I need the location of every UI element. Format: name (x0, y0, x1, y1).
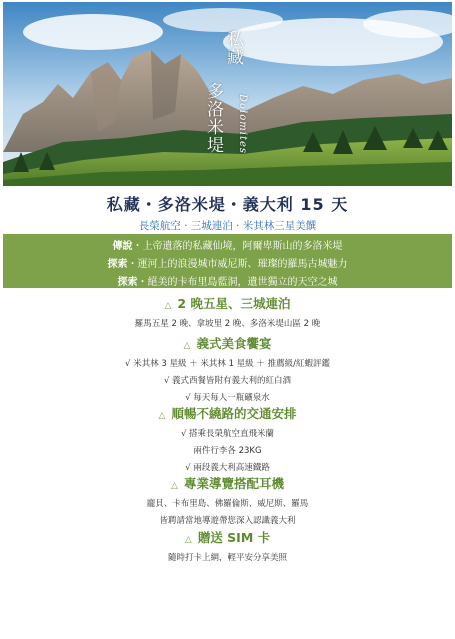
section-heading-text: 專業導覽搭配耳機 (183, 476, 284, 491)
band-text: 絕美的卡布里島藍洞，遺世獨立的天空之城 (147, 277, 338, 288)
section-line: √ 搭乘長榮航空直飛米蘭 (180, 429, 275, 439)
triangle-outline-icon: △ (183, 341, 191, 351)
section-sim-card (0, 528, 455, 563)
section-heading-text: 贈送 SIM 卡 (197, 530, 271, 545)
band-label: 探索 (107, 259, 128, 270)
hero-vertical-title (201, 30, 261, 170)
band-text: 運河上的浪漫城市威尼斯、璀璨的羅馬古城魅力 (137, 259, 348, 270)
page-title: 私藏・多洛米堤・義大利 15 天 (106, 195, 349, 214)
section-heading (0, 334, 455, 352)
band-label: 傳說 (112, 241, 133, 252)
hero-title-line-1: 私藏 (223, 30, 243, 66)
band-line: 探索・運河上的浪漫城市威尼斯、璀璨的羅馬古城魅力 (107, 259, 348, 270)
section-hotels (0, 294, 455, 329)
section-line: 隨時打卡上網，輕平安分享美照 (167, 553, 287, 563)
section-guided-tours (0, 474, 455, 526)
band-text: 上帝遺落的私藏仙境，阿爾卑斯山的多洛米堤 (142, 241, 343, 252)
section-line: √ 每天每人一瓶礦泉水 (185, 393, 270, 403)
section-heading (0, 528, 455, 546)
section-line: √ 米其林 3 星級 ＋ 米其林 1 星級 ＋ 推薦級/紅蝦評鑑 (125, 359, 330, 369)
section-heading-text: 義式美食饗宴 (196, 336, 272, 351)
band-line: 探索・絕美的卡布里島藍洞，遺世獨立的天空之城 (117, 277, 338, 288)
hero-title-english: Dolomites (237, 94, 248, 155)
section-heading (0, 404, 455, 422)
triangle-outline-icon: △ (184, 535, 192, 545)
section-transport (0, 404, 455, 473)
section-cuisine (0, 334, 455, 403)
section-line: √ 兩段義大利高速鐵路 (185, 463, 270, 473)
section-heading (0, 474, 455, 492)
band-line: 傳說・上帝遺落的私藏仙境，阿爾卑斯山的多洛米堤 (112, 241, 343, 252)
section-line: 龐貝、卡布里島、佛羅倫斯、威尼斯、羅馬 (146, 499, 309, 509)
highlight-band (3, 234, 452, 288)
section-heading-text: 順暢不繞路的交通安排 (171, 406, 297, 421)
hero-image (3, 2, 452, 186)
section-line: 皆聘請當地導遊帶您深入認識義大利 (159, 516, 296, 526)
band-label: 探索 (117, 277, 138, 288)
triangle-outline-icon: △ (171, 481, 178, 491)
hero-title-line-2: 多洛米堤 (203, 82, 223, 154)
section-line: 兩件行李各 23KG (193, 446, 262, 456)
section-heading (0, 294, 455, 312)
triangle-outline-icon: △ (158, 411, 166, 421)
section-heading-text: 2 晚五星、三城連泊 (177, 296, 291, 311)
page-subtitle: 長榮航空 · 三城連泊 · 米其林三星美饌 (138, 220, 317, 232)
section-line: 羅馬五星 2 晚、拿坡里 2 晚、多洛米堤山區 2 晚 (134, 319, 321, 329)
section-line: √ 義式西餐皆附有義大利的紅白酒 (163, 376, 292, 386)
triangle-outline-icon: △ (164, 301, 172, 311)
